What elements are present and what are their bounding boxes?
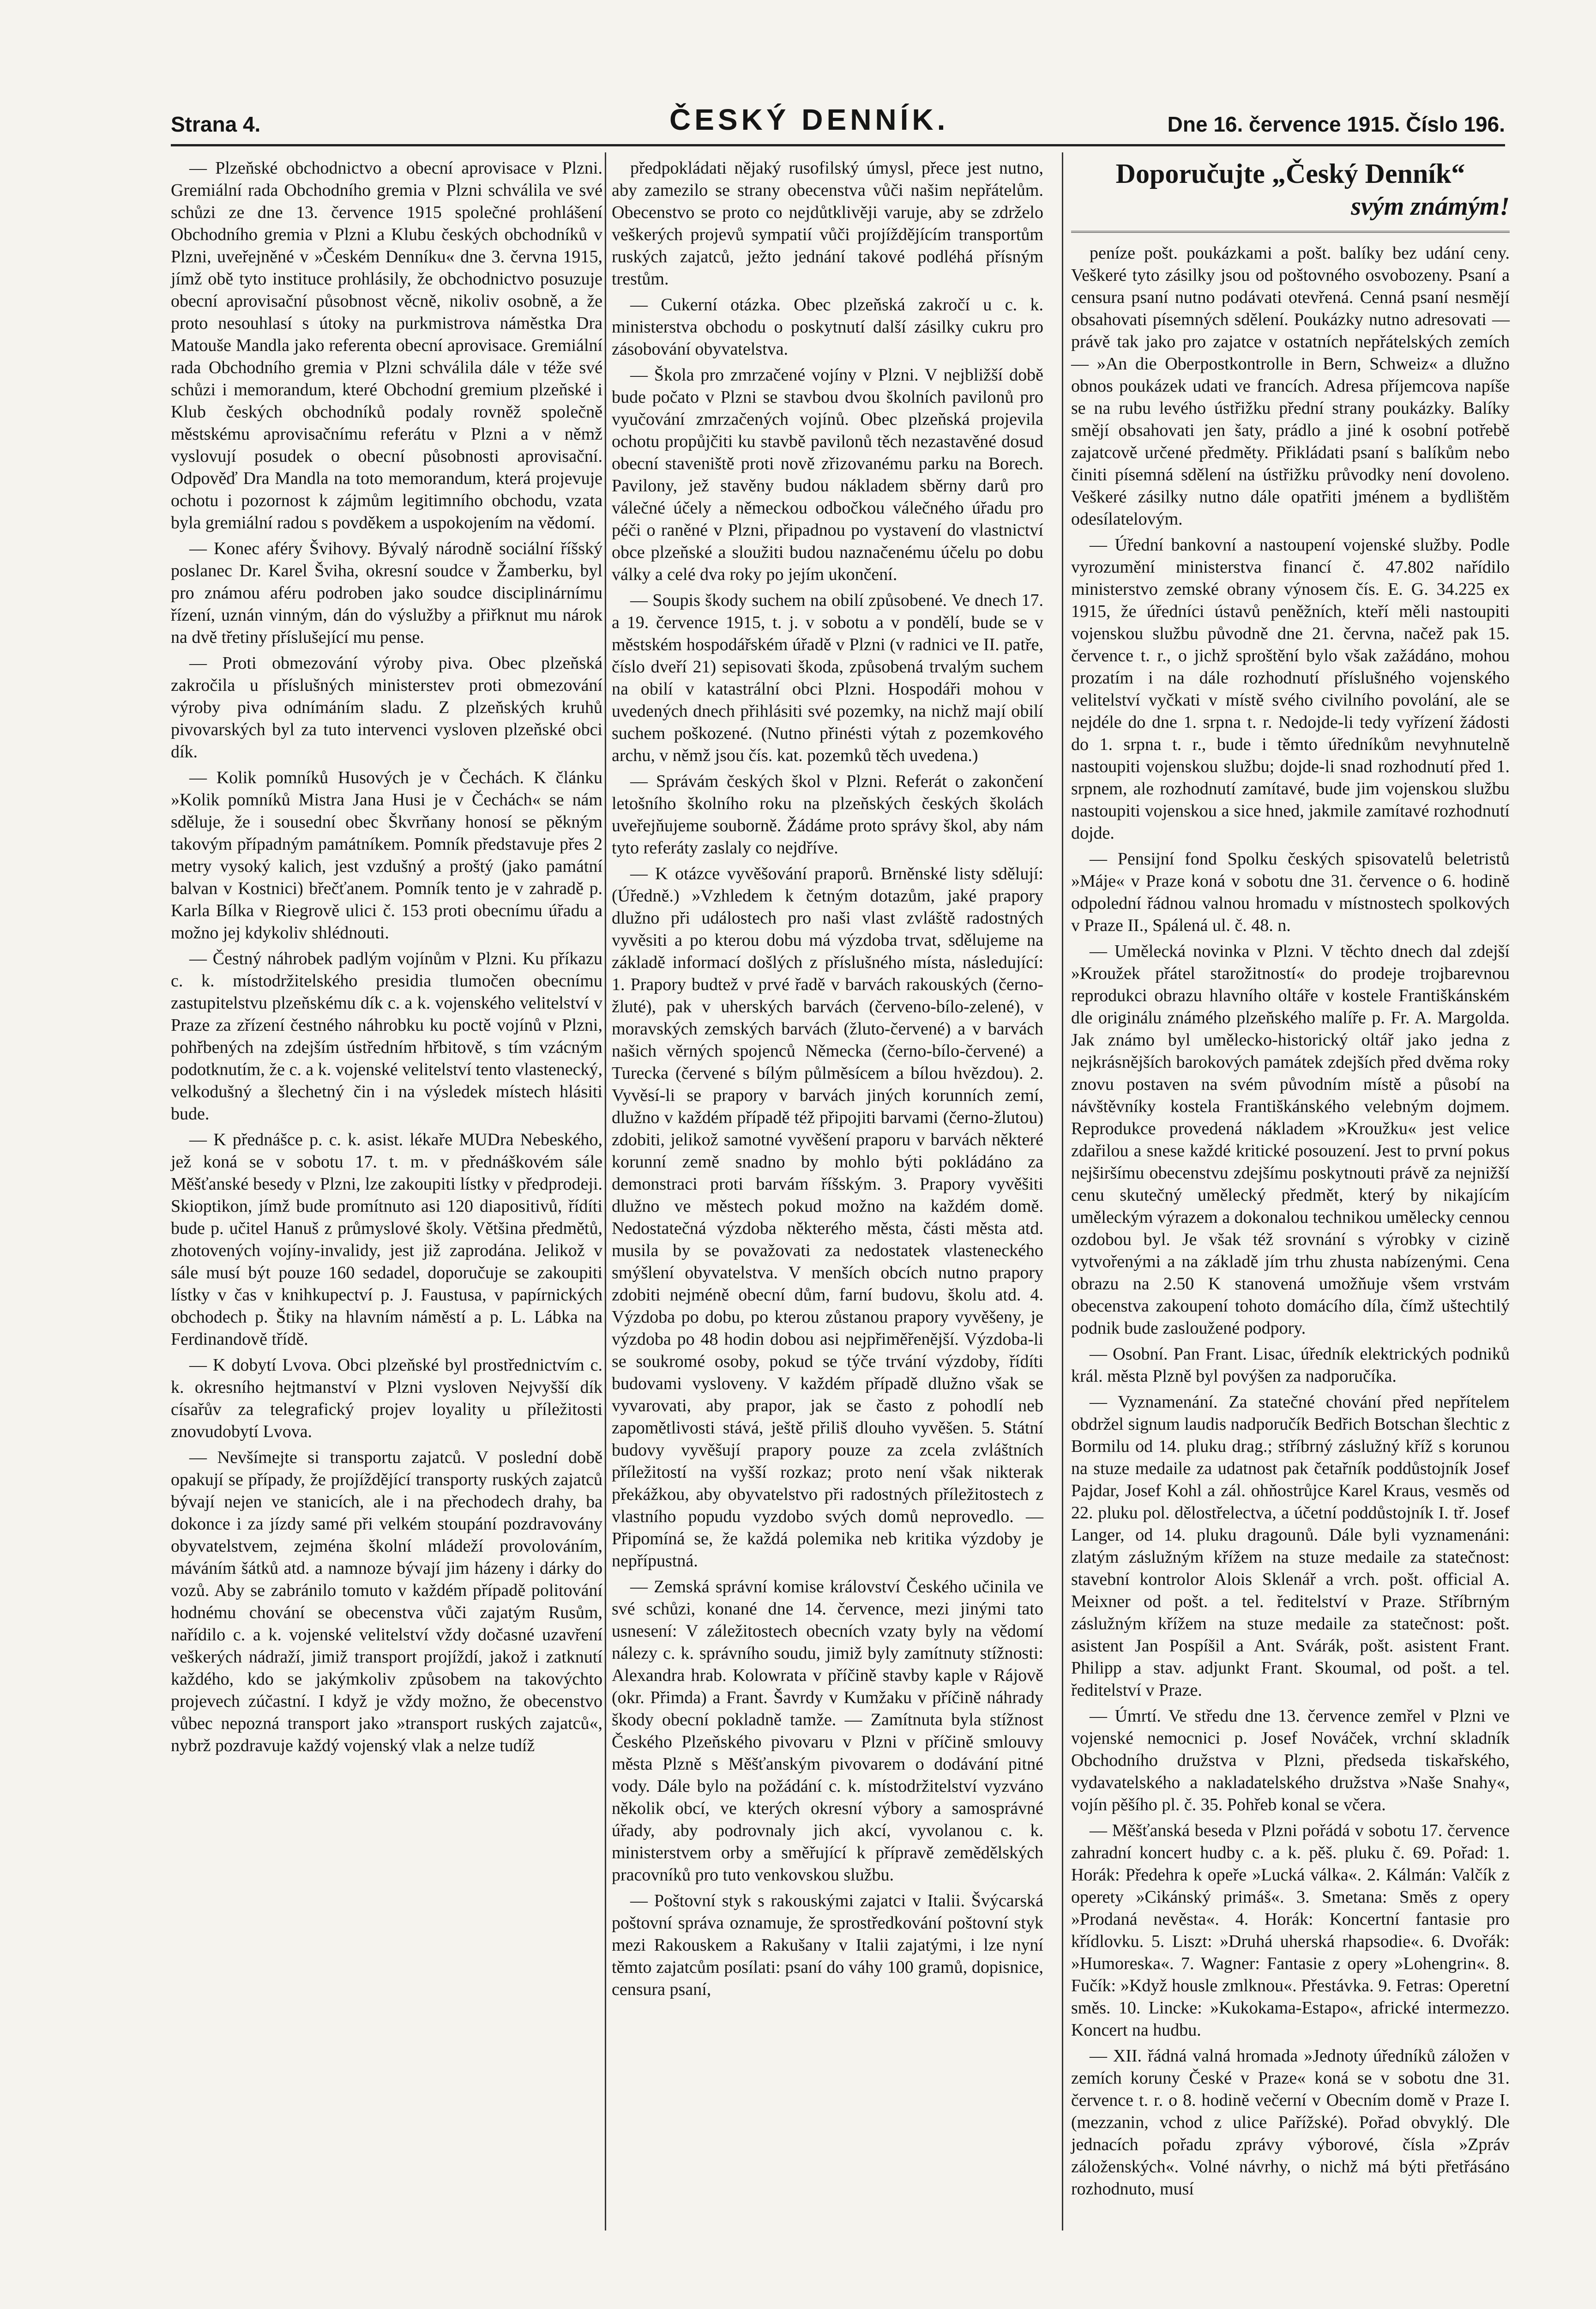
article: — Čestný náhrobek padlým vojínům v Plzni. Ku příkazu c. k. místodržitelského presidia tlumočen obecnímu zastupitelstvu plzeňskému dík c. a k. vojenského velitelství v Praze za zřízení čestného náhrobku ku poctě vojínů v Plzni, pohřbených na zdejším ústředním hřbitově, s tím vzácným podotknutím, že c. a k. vojenské velitelství tento vlastenecký, velkodušný a šlechetný čin i na výsledek místech hlásiti bude. — [171, 949, 602, 1124]
article: — Nevšímejte si transportu zajatců. V poslední době opakují se případy, že projíždějící transporty ruských zajatců bývají nejen ve stanicích, ale i na přechodech drahy, ba dokonce i za jízdy samé při velkém stoupání pozdravovány obyvatelstvem, zejména školní mládeží provolováním, máváním šátků atd. a namnoze bývají jim házeny i dárky do vozů. Aby se zabránilo tomuto v každém případě politování hodnému chování se obecenstva vůči zajatým Rusům, nařídilo c. a k. vojenské velitelství vždy dočasné uzavření veškerých nádraží, jimiž transport projíždí, jakož i zatknutí každého, kdo se jakýmkoliv způsobem na takovýchto projevech zúčastní. I když je vždy možno, že obecenstvo vůbec nepozná transport jako »transport ruských zajatců«, nybrž pozdravuje každý vojenský vlak a nelze tudíž — [171, 1448, 602, 1755]
article: — Cukerní otázka. Obec plzeňská zakročí u c. k. ministerstva obchodu o poskytnutí další zásilky cukru pro zásobování obyvatelstva. — [612, 295, 1043, 359]
column-rule — [1062, 152, 1063, 2230]
article: — Plzeňské obchodnictvo a obecní aprovisace v Plzni. Gremiální rada Obchodního gremia v Plzni schválila ve své schůzi ze dne 13. července 1915 společné prohlášení Obchodního gremia v Plzni a Klubu českých obchodníků v Plzni, uveřejněné v »Českém Denníku« dne 3. června 1915, jímž obě tyto instituce prohlásily, že obchodnictvo posuzuje obecní aprovisační působnost věcně, nikoliv osobně, a že proto nesouhlasí s útoky na purkmistrova náměstka Dra Matouše Mandla jako referenta obecní aprovisace. Gremiální rada Obchodního gremia v Plzni schválila dále v téže své schůzi i memorandum, které Obchodní gremium plzeňské i Klub českých obchodníků podaly rovněž společně městskému aprovisačnímu referátu v Plzni a v němž vyslovují posudek o obecní působnosti aprovisační. Odpověď Dra Mandla na toto memorandum, která projevuje ochotu i pozornost k zájmům legitimního obchodu, vzata byla gremiální radou s povděkem a uspokojením na vědomí. — [171, 158, 602, 532]
column-2 — [612, 157, 1043, 2004]
article: — K dobytí Lvova. Obci plzeňské byl prostřednictvím c. k. okresního hejtmanství v Plzni vysloven Nejvyšší dík císařův za telegrafický projev loyality u příležitosti znovudobytí Lvova. — [171, 1355, 602, 1441]
article: — Soupis škody suchem na obilí způsobené. Ve dnech 17. a 19. července 1915, t. j. v sobotu a v pondělí, bude se v městském hospodářském úřadě v Plzni (v radnici ve II. patře, číslo dveří 21) sepisovati škoda, způsobená trvalým suchem na obilí v katastrální obci Plzni. Hospodáři mohou v uvedených dnech přihlásiti své pozemky, na nichž mají obilí suchem poškozené. (Nutno přinésti výtah z pozemkového archu, v němž jsou čís. kat. pozemků těch uvedena.) — [612, 591, 1043, 765]
advertisement — [1071, 157, 1510, 233]
article: — XII. řádná valná hromada »Jednoty úředníků záložen v zemích koruny České v Praze« koná se v sobotu dne 31. července t. r. o 8. hodině večerní v Obecním domě v Praze I. (mezzanin, vchod z ulice Pařížské). Pořad obvyklý. Dle jednacích pořadu zprávy výborové, čísla »Zpráv záloženských«. Volné návrhy, o nichž má býti přetřásáno rozhodnuto, musí — [1071, 2046, 1510, 2199]
page-number: Strana 4. — [171, 112, 261, 136]
article: — Kolik pomníků Husových je v Čechách. K článku »Kolik pomníků Mistra Jana Husi je v Čechách« se nám sděluje, že i sousední obec Škvrňany honosí se pěkným takovým případným památníkem. Pomník představuje přes 2 metry vysoký kalich, jest vzdušný a proštý (jako památní balvan v Kostnici) břečťanem. Pomník tento je v zahradě p. Karla Bílka v Riegrově ulici č. 153 proti obecnímu úřadu a možno jej kdykoliv shlédnouti. — [171, 768, 602, 943]
column-1 — [171, 157, 602, 1760]
article: — Proti obmezování výroby piva. Obec plzeňská zakročila u příslušných ministerstev proti obmezování výroby piva odnímáním sladu. Z plzeňských kruhů pivovarských byl za tuto intervenci vysloven plzeňské obci dík. — [171, 653, 602, 762]
page-header — [171, 103, 1505, 146]
article: — Konec aféry Švihovy. Bývalý národně sociální říšský poslanec Dr. Karel Šviha, okresní soudce v Žamberku, byl pro známou aféru podroben jako soudce disciplinárnímu řízení, uznán vinným, dán do výslužby a přiřknut mu nárok na dvě třetiny příslušející mu pense. — [171, 539, 602, 647]
article: předpokládati nějaký rusofilský úmysl, přece jest nutno, aby zamezilo se strany obecenstva vůči našim nepřátelům. Obecenstvo se proto co nejdůtklivěji varuje, aby se zdrželo veškerých projevů sympatií vůči projíždějícím transportům ruských zajatců, ježto jednání takové podléhá přísným trestům. — [612, 158, 1043, 289]
masthead: ČESKÝ DENNÍK. — [669, 103, 949, 136]
article: — Škola pro zmrzačené vojíny v Plzni. V nejbližší době bude počato v Plzni se stavbou dvou školních pavilonů pro vyučování zmrzačených vojínů. Obec plzeňská projevila ochotu propůjčiti ku stavbě pavilonů těch nezastavěné dosud obecní staveniště proti nově zřizovanému parku na Borech. Pavilony, jež stavěny budou nákladem sběrny darů pro válečné účely a německou odbočkou válečného úřadu pro péči o raněné v Plzni, připadnou po vystavení do vlastnictví obce plzeňské a sloužiti budou naznačenému účelu po dobu války a celé dva roky po jejím ukončení. — [612, 365, 1043, 584]
ad-line-2: svým známým! — [1351, 192, 1510, 221]
article: — K otázce vyvěšování praporů. Brněnské listy sdělují: (Úředně.) »Vzhledem k četným dotazům, jaké prapory dlužno při událostech pro naši vlast zvláště radostných vyvěsiti a po kterou dobu má výzdoba trvat, sdělujeme na základě informací došlých z příslušného místa, následující: 1. Prapory budtež v prvé řadě v barvách rakouských (černo-žluté), pak v uherských barvách (červeno-bílo-zelené), v moravských zemských barvách (žluto-červené) a v barvách našich věrných spojenců Německa (černo-bílo-červené) a Turecka (červené s bílým půlměsícem a bílou hvězdou). 2. Vyvěsí-li se prapory v barvách jiných korunních zemí, dlužno v každém případě též připojiti barvami (černo-žlutou) zdobiti, jelikož samotné vyvěšení praporu v barvách některé korunní země snadno by mohlo býti pokládáno za demonstraci proti barvám říšským. 3. Prapory vyvěšiti dlužno ve městech pokud možno na každém domě. Nedostatečná výzdoba některého města, části města atd. musila by se považovati za nedostatek vlasteneckého smýšlení obyvatelstva. V menších obcích nutno prapory zdobiti nejméně obecní dům, farní budovu, školu atd. 4. Výzdoba po dobu, po kterou zůstanou prapory vyvěšeny, je výzdoba po 48 hodin dobou asi nejpřiměřenější. Výzdoba-li se soukromé osoby, pokud se týče trvání výzdoby, řídíti budovami vysloveny. V každém případě dlužno však se vyvarovati, aby prapor, jak se často z pohodlí neb zapomětlivosti stává, ještě přiliš dlouho vyvěšen. 5. Státní budovy vyvěšují prapory pouze za zcela zvláštních příležitostí na vyšší rozkaz; proto není však nikterak překážkou, aby obyvatelstvo při radostných příležitostech z vlastního popudu vyzdobo svých domů neprovedlo. — Připomíná se, že každá polemika neb kritika výzdoby je nepřípustná. — [612, 864, 1043, 1571]
column-rule — [605, 152, 606, 2230]
article: — Poštovní styk s rakouskými zajatci v Italii. Švýcarská poštovní správa oznamuje, že sprostředkování poštovní styk mezi Rakouskem a Rakušany v Italii zajatými, i lze nyní těmto zajatcům posílati: psaní do váhy 100 gramů, dopisnice, censura psaní, — [612, 1891, 1043, 1999]
article: — Úřední bankovní a nastoupení vojenské služby. Podle vyrozumění ministerstva financí č. 47.802 nařídilo ministerstvo zemské obrany výnosem čís. E. G. 34.225 ex 1915, že úředníci ústavů peněžních, kteří měli nastoupiti vojenskou službu původně dne 21. června, načež pak 15. července t. r., o jichž sproštění bylo však zažádáno, mohou prozatím i na dále rozhodnutí příslušného vojenského velitelství vyčkati v místě svého civilního povolání, ale se nejdéle do dne 1. srpna t. r. Nedojde-li tedy vyřízení žádosti do 1. srpna t. r., bude i těmto úředníkům nevyhnutelně nastoupiti vojenskou službu; dojde-li snad rozhodnutí před 1. srpnem, ale rozhodnutí zamítavé, bude jim vojenskou službu nastoupiti vojenskou a sice hned, jakmile zamítavé rozhodnutí dojde. — [1071, 535, 1510, 843]
article: — Osobní. Pan Frant. Lisac, úředník elektrických podniků král. města Plzně byl povýšen za nadporučíka. — [1071, 1344, 1510, 1386]
article: — Vyznamenání. Za statečné chování před nepřítelem obdržel signum laudis nadporučík Bedřich Botschan šlechtic z Bormilu od 14. pluku drag.; stříbrný záslužný kříž s korunou na stuze medaile za udatnost pak četařník poddůstojník Josef Pajdar, Josef Kohl a zál. ohňostrůjce Karel Kraus, vesměs od 22. pluku pol. dělostřelectva, a účetní poddůstojník I. tř. Josef Langer, od 14. pluku dragounů. Dále byli vyznamenáni: zlatým záslužným křížem na stuze medaile za statečnost: stavební kontrolor Alois Sklenář a vrch. pošt. official A. Meixner od pošt. a tel. ředitelství v Praze. Stříbrným záslužným křížem na stuze medaile za statečnost: pošt. asistent Jan Pospíšil a Ant. Svárák, pošt. asistent Frant. Philipp a stav. adjunkt Frant. Skoumal, od pošt. a tel. ředitelství v Praze. — [1071, 1392, 1510, 1700]
issue-date: Dne 16. července 1915. Číslo 196. — [1167, 112, 1505, 136]
ad-line-1: Doporučujte „Český Denník“ — [1115, 158, 1465, 189]
article: — Pensijní fond Spolku českých spisovatelů beletristů »Máje« v Praze koná v sobotu dne 31. července o 6. hodině odpolední řádnou valnou hromadu v místnostech spolkových v Praze II., Spálená ul. č. 48. n. — [1071, 849, 1510, 935]
article: peníze pošt. poukázkami a pošt. balíky bez udání ceny. Veškeré tyto zásilky jsou od poštovného osvobozeny. Psaní a censura psaní nutno podávati otevřená. Cenná psaní nesmějí obsahovati písemných sdělení. Poukázky nutno adresovati — právě tak jako pro zajatce v ostatních nepřátelských zemích — »An die Oberpostkontrolle in Bern, Schweiz« a dlužno obnos poukázek udati ve francích. Adresa příjemcova napíše se na rubu levého ústřižku přední strany poukázky. Balíky smějí obsahovati jen šaty, prádlo a jiné k osobní potřebě zajatcově určené předměty. Přikládati psaní s balíkům nebo činiti písemná sdělení na ústřižku průvodky není dovoleno. Veškeré zásilky nutno dále opatřiti jménem a bydlištěm odesílatelovým. — [1071, 243, 1510, 529]
article: — Zemská správní komise království Českého učinila ve své schůzi, konané dne 14. července, mezi jinými tato usnesení: V záležitostech obecních vzaty byly na vědomí nálezy c. k. správního soudu, jimiž byly zamítnuty stížnosti: Alexandra hrab. Kolowrata v příčině stavby kaple v Rájově (okr. Přimda) a Frant. Šavrdy v Kumžaku v příčině náhrady škody obecní pokladně tamže. — Zamítnuta byla stížnost Českého Plzeňského pivovaru v Plzni v příčině smlouvy města Plzně s Měšťanským pivovarem o dodávání pitné vody. Dále bylo na požádání c. k. místodržitelství vyzváno několik obcí, ve kterých okresní výbory a samosprávné úřady, aby podrovnaly jich akcí, vyvolanou c. k. ministerstvem orby a směřující k přípravě zemědělských pracovníků pro tuto venkovskou službu. — [612, 1577, 1043, 1885]
article: — Umělecká novinka v Plzni. V těchto dnech dal zdejší »Kroužek přátel starožitností« do prodeje trojbarevnou reprodukci obrazu hlavního oltáře v kostele Františkánském dle originálu známého plzeňského malíře p. Fr. A. Margolda. Jak známo byl umělecko-historický oltář jako jedna z nejkrásnějších barokových památek zdejších před dvěma roky znovu postaven na svém původním místě a působí na návštěvníky kostela Františkánského velebným dojmem. Reprodukce provedená nákladem »Kroužku« jest velice zdařilou a snese každé kritické posouzení. Jest to první pokus nejširšímu obecenstvu zdejšímu poskytnouti právě za nejnižší cenu skutečný umělecký předmět, který by nikajícím uměleckým výrazem a dokonalou technikou umělecky cennou ozdobou byl. Je však též srovnání s výrobky v cizině vytvořenými a na základě jím trhu zhusta nabízenými. Cena obrazu na 2.50 K stanovená umožňuje všem vrstvám obecenstva zakoupení tohoto domácího díla, čímž uštechtilý podnik bude zasloužené podpory. — [1071, 942, 1510, 1338]
article: — Měšťanská beseda v Plzni pořádá v sobotu 17. července zahradní koncert hudby c. a k. pěš. pluku č. 69. Pořad: 1. Horák: Předehra k opeře »Lucká válka«. 2. Kálmán: Valčík z operety »Cikánský primáš«. 3. Smetana: Směs z opery »Prodaná nevěsta«. 4. Horák: Koncertní fantasie pro křídlovku. 5. Liszt: »Druhá uherská rhapsodie«. 6. Dvořák: »Humoreska«. 7. Wagner: Fantasie z opery »Lohengrin«. 8. Fučík: »Když housle zmlknou«. Přestávka. 9. Fetras: Operetní směs. 10. Lincke: »Kukokama-Estapo«, africké intermezzo. Koncert na hudbu. — [1071, 1821, 1510, 2040]
column-3 — [1071, 157, 1510, 2204]
article: — Správám českých škol v Plzni. Referát o zakončení letošního školního roku na plzeňských českých školách uveřejňujeme souborně. Žádáme proto správy škol, aby nám tyto referáty zaslaly co nejdříve. — [612, 772, 1043, 858]
article: — K přednášce p. c. k. asist. lékaře MUDra Nebeského, jež koná se v sobotu 17. t. m. v přednáškovém sále Měšťanské besedy v Plzni, lze zakoupiti lístky v předprodeji. Skioptikon, jímž bude promítnuto asi 120 diapositivů, řídíti bude p. učitel Hanuš z průmyslové školy. Většina předmětů, zhotovených vojíny-invalidy, jest již zaprodána. Jelikož v sále musí být pouze 160 sedadel, doporučuje se zakoupiti lístky v čas v knihkupectví p. J. Faustusa, v papírnických obchodech p. Štiky na hlavním náměstí a p. L. Lábka na Ferdinandově třídě. — [171, 1130, 602, 1349]
article: — Úmrtí. Ve středu dne 13. července zemřel v Plzni ve vojenské nemocnici p. Josef Nováček, vrchní skladník Obchodního družstva v Plzni, předseda tiskařského, vydavatelského a nakladatelského družstva »Naše Snahy«, vojín pěšího pl. č. 35. Pohřeb konal se včera. — [1071, 1706, 1510, 1814]
